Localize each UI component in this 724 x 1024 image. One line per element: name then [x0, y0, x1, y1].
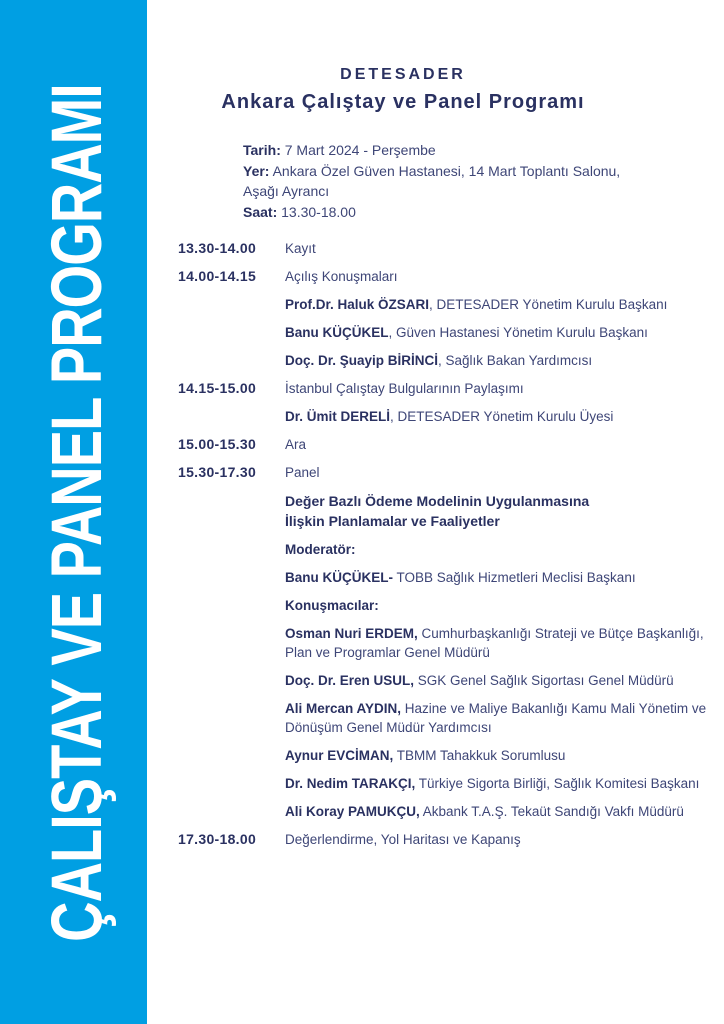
speaker-role: Akbank T.A.Ş. Tekaüt Sandığı Vakfı Müdürü — [419, 804, 684, 819]
panel-topic-title: Değer Bazlı Ödeme Modelinin Uygulanmasına İlişkin Planlamalar ve Faaliyetler — [285, 493, 590, 529]
schedule-row-acilis — [178, 267, 724, 370]
speaker-name: Doç. Dr. Şuayip BİRİNCİ — [285, 353, 439, 368]
organization-name: DETESADER — [340, 66, 466, 83]
schedule-row-istanbul — [178, 379, 724, 426]
speaker-name: Doç. Dr. Eren USUL, — [285, 673, 415, 688]
speaker-name: Aynur EVCİMAN, — [285, 748, 394, 763]
event-venue — [243, 161, 635, 202]
time-value: 13.30-18.00 — [277, 203, 356, 220]
speaker-line — [285, 699, 721, 737]
sidebar-band — [0, 0, 147, 1024]
speaker-name: Osman Nuri ERDEM, — [285, 626, 418, 641]
event-date — [243, 140, 635, 161]
speaker-role: TBMM Tahakkuk Sorumlusu — [393, 748, 566, 763]
speaker-line — [285, 351, 721, 370]
speaker-role: SGK Genel Sağlık Sigortası Genel Müdürü — [414, 673, 674, 688]
schedule-row-kapanis — [178, 830, 724, 849]
venue-value: Ankara Özel Güven Hastanesi, 14 Mart Toplantı Salonu, Aşağı Ayrancı — [243, 162, 621, 199]
moderator-label: Moderatör: — [285, 542, 356, 557]
event-info-block — [243, 140, 635, 222]
speaker-name: Ali Koray PAMUKÇU, — [285, 804, 420, 819]
session-title: Değerlendirme, Yol Haritası ve Kapanış — [285, 832, 521, 847]
speaker-line — [285, 407, 721, 426]
session-title: Açılış Konuşmaları — [285, 269, 398, 284]
speaker-role: Türkiye Sigorta Birliği, Sağlık Komitesi Başkanı — [415, 776, 700, 791]
moderator-name: Banu KÜÇÜKEL- — [285, 570, 393, 585]
speaker-role: , DETESADER Yönetim Kurulu Başkanı — [429, 297, 668, 312]
moderator-role: TOBB Sağlık Hizmetleri Meclisi Başkanı — [393, 570, 636, 585]
time-range: 15.00-15.30 — [178, 436, 257, 452]
speaker-line — [285, 802, 721, 821]
speaker-name: Dr. Ümit DERELİ — [285, 409, 391, 424]
page-title: Ankara Çalıştay ve Panel Programı — [221, 91, 585, 113]
moderator-line — [285, 568, 721, 587]
date-label: Tarih: — [243, 142, 281, 158]
speakers-label: Konuşmacılar: — [285, 598, 379, 613]
speaker-line — [285, 746, 721, 765]
speaker-role: , Güven Hastanesi Yönetim Kurulu Başkanı — [388, 325, 648, 340]
program-header — [147, 66, 659, 114]
vertical-program-title: ÇALIŞTAY VE PANEL PROGRAMI — [35, 84, 117, 942]
time-range: 14.00-14.15 — [178, 268, 257, 284]
session-title: Ara — [285, 437, 307, 452]
speaker-name: Dr. Nedim TARAKÇI, — [285, 776, 416, 791]
speaker-role: Cumhurbaşkanlığı Strateji ve Bütçe Başkanlığı, Plan ve Programlar Genel Müdürü — [285, 626, 704, 660]
speaker-name: Ali Mercan AYDIN, — [285, 701, 402, 716]
speaker-line — [285, 323, 721, 342]
time-range: 17.30-18.00 — [178, 831, 257, 847]
date-value: 7 Mart 2024 - Perşembe — [280, 142, 436, 158]
schedule-list — [147, 239, 724, 849]
speaker-line — [285, 295, 721, 314]
speaker-role: Hazine ve Maliye Bakanlığı Kamu Mali Yönetim ve Dönüşüm Genel Müdür Yardımcısı — [285, 701, 707, 735]
event-time — [243, 202, 635, 223]
program-content — [147, 0, 724, 1024]
schedule-row-ara — [178, 435, 724, 454]
time-label: Saat: — [243, 203, 278, 220]
speaker-line — [285, 671, 721, 690]
speaker-name: Prof.Dr. Haluk ÖZSARI — [285, 297, 430, 312]
time-range: 15.30-17.30 — [178, 464, 257, 480]
speaker-line — [285, 774, 721, 793]
session-title: İstanbul Çalıştay Bulgularının Paylaşımı — [285, 381, 524, 396]
speaker-role: , Sağlık Bakan Yardımcısı — [438, 353, 593, 368]
speaker-role: , DETESADER Yönetim Kurulu Üyesi — [390, 409, 614, 424]
time-range: 13.30-14.00 — [178, 240, 257, 256]
speaker-line — [285, 624, 721, 662]
time-range: 14.15-15.00 — [178, 380, 257, 396]
session-title: Kayıt — [285, 241, 316, 256]
schedule-row-kayit — [178, 239, 724, 258]
venue-label: Yer: — [243, 162, 270, 179]
schedule-row-panel — [178, 463, 724, 821]
speaker-name: Banu KÜÇÜKEL — [285, 325, 389, 340]
session-title: Panel — [285, 465, 320, 480]
